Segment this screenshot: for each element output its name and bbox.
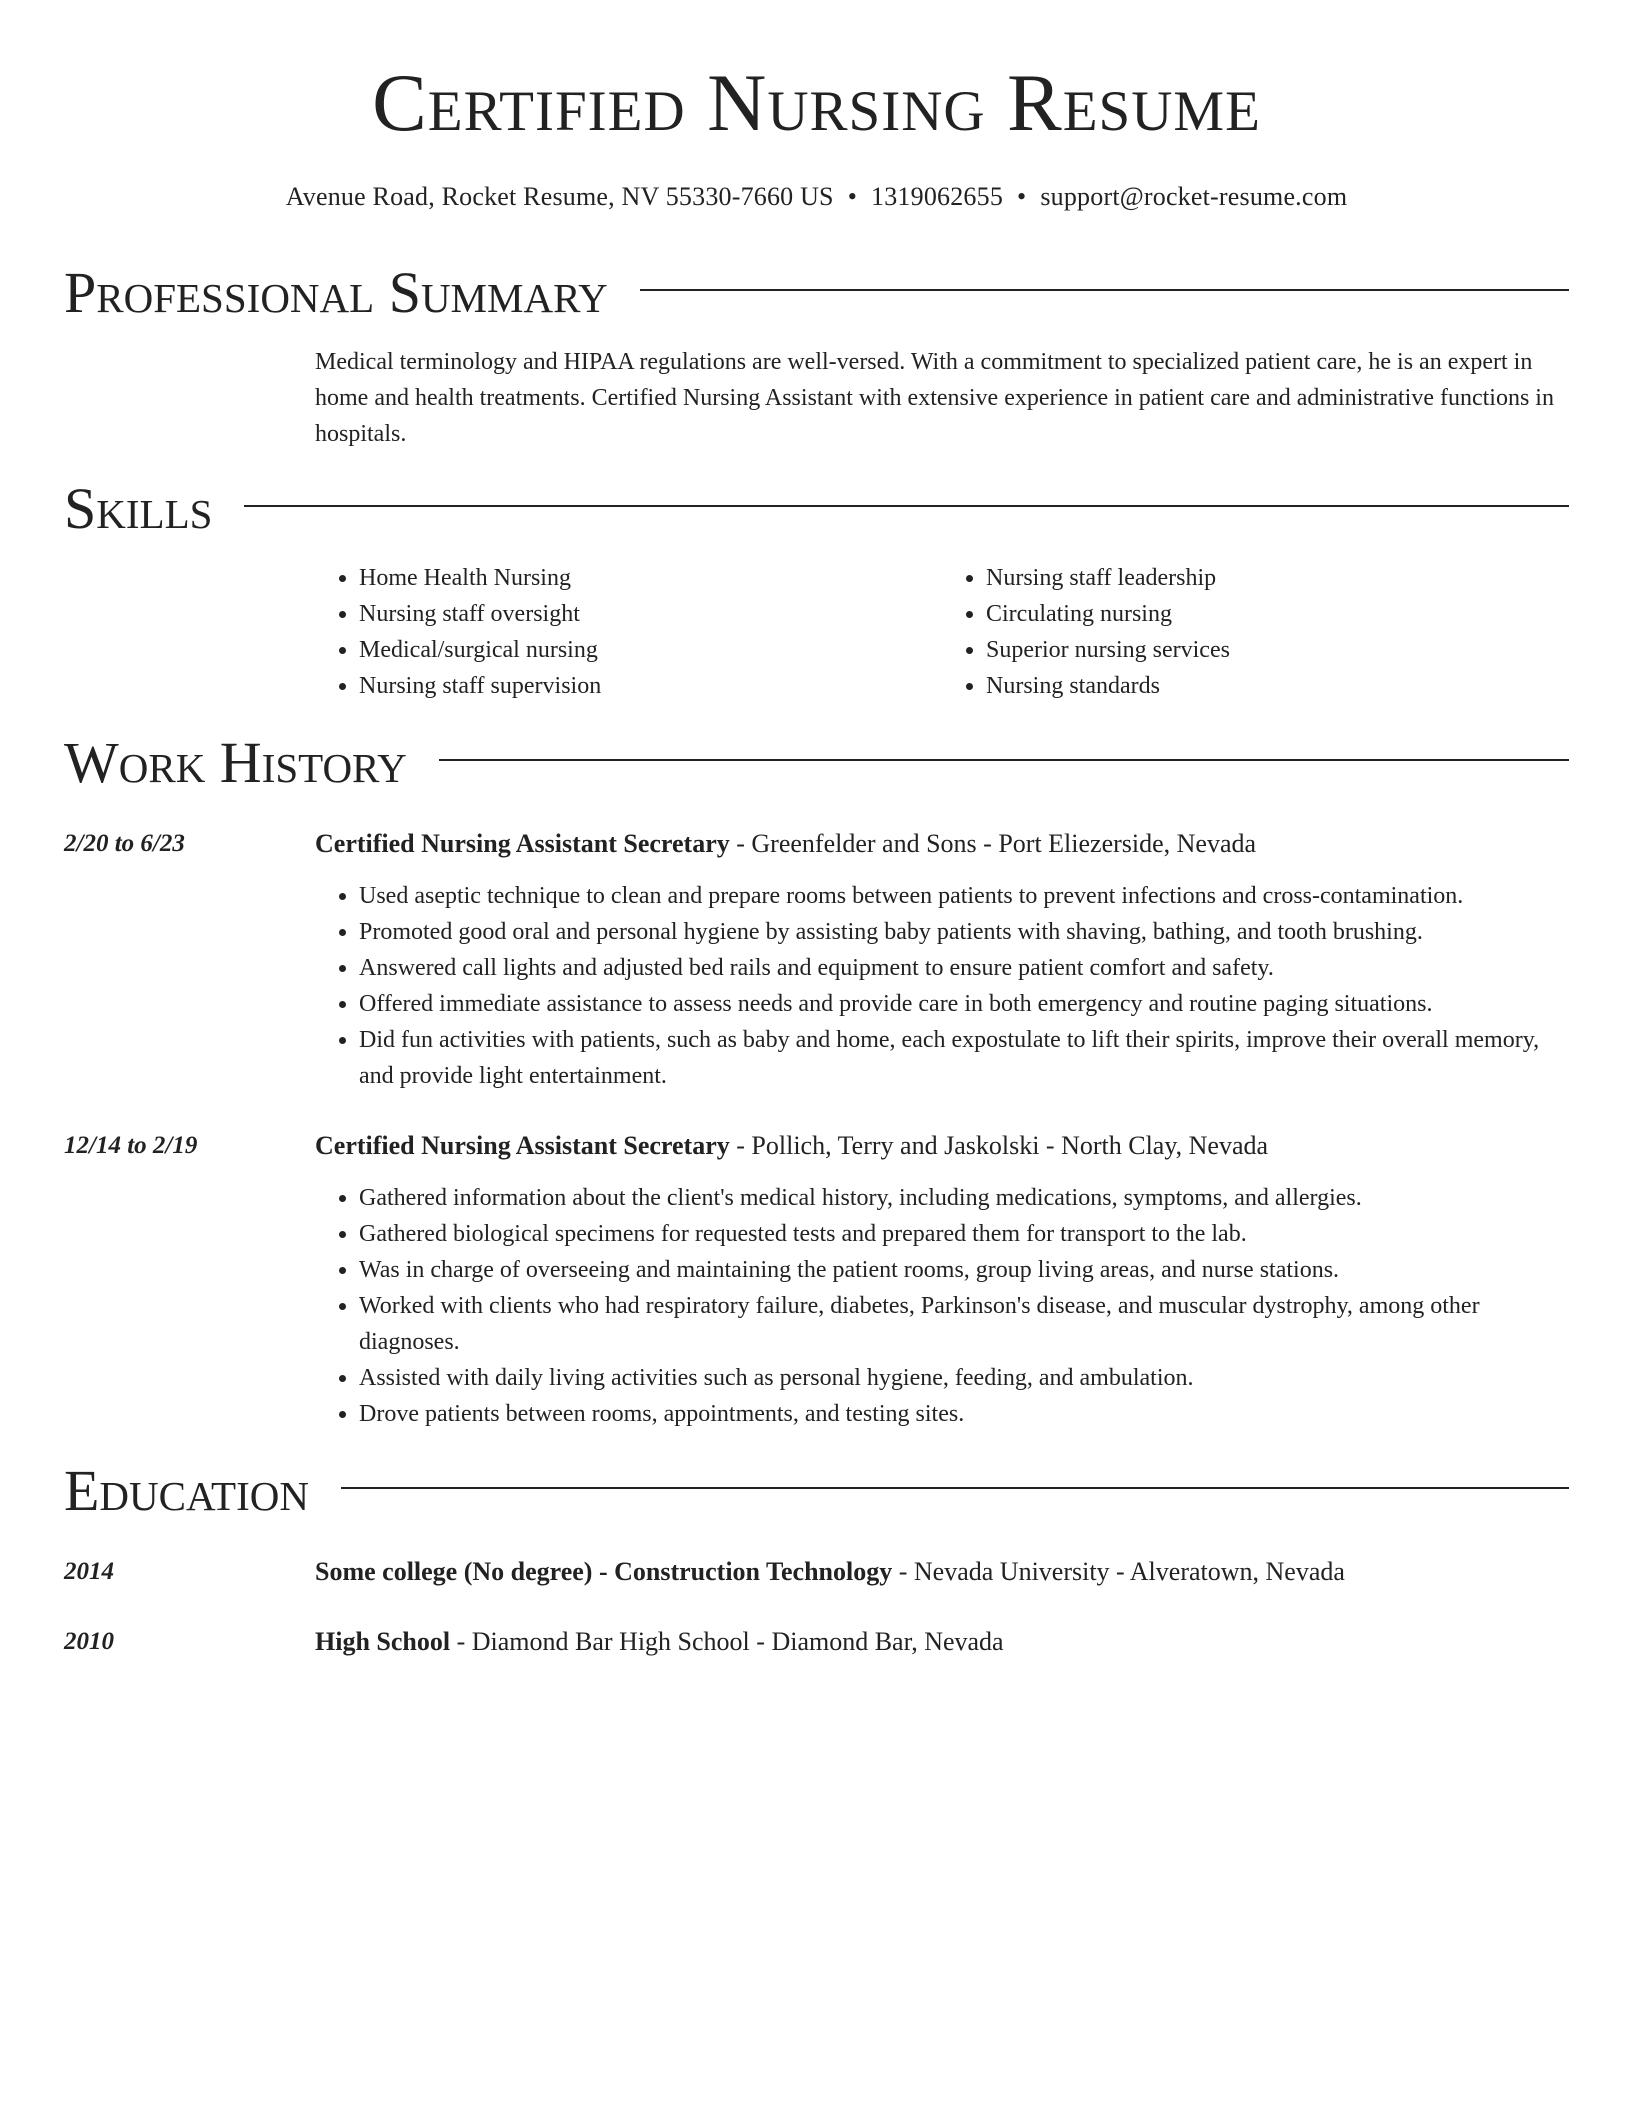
education-body xyxy=(315,1624,1569,1660)
job-bullets xyxy=(315,1180,1569,1432)
skill-item: • Nursing staff leadership xyxy=(986,560,1569,596)
section-divider xyxy=(244,505,1569,507)
job-entry xyxy=(64,826,1569,1094)
summary-section-header xyxy=(64,260,1569,326)
job-bullet: • Assisted with daily living activities such as personal hygiene, feeding, and ambulation. xyxy=(359,1360,1569,1396)
education-heading: Education xyxy=(64,1458,309,1523)
contact-separator: • xyxy=(847,182,858,211)
work-section-header xyxy=(64,730,1569,796)
education-body xyxy=(315,1554,1569,1590)
job-dates: 12/14 to 2/19 xyxy=(64,1132,198,1159)
job-bullet: • Gathered information about the client's medical history, including medications, symptoms, and allergies. xyxy=(359,1180,1569,1216)
job-bullet: • Worked with clients who had respiratory failure, diabetes, Parkinson's disease, and muscular dystrophy, among other diagnoses. xyxy=(359,1288,1569,1360)
education-details: - Diamond Bar High School - Diamond Bar, Nevada xyxy=(450,1627,1004,1656)
education-year: 2014 xyxy=(64,1558,114,1585)
job-body xyxy=(315,826,1569,1094)
contact-separator: • xyxy=(1017,182,1027,211)
summary-text: Medical terminology and HIPAA regulations are well-versed. With a commitment to specialized patient care, he is an expert in home and health treatments. Certified Nursing Assistant with extensive experience in patient care and administrative functions in hospitals. xyxy=(315,349,1554,447)
resume-page xyxy=(64,0,1569,1660)
skill-item: • Home Health Nursing xyxy=(359,560,942,596)
job-bullet: • Gathered biological specimens for requested tests and prepared them for transport to the lab. xyxy=(359,1216,1569,1252)
section-divider xyxy=(439,759,1569,761)
job-body xyxy=(315,1128,1569,1432)
job-bullet: • Did fun activities with patients, such as baby and home, each expostulate to lift their spirits, improve their overall memory, and provide light entertainment. xyxy=(359,1022,1569,1094)
job-bullet: • Promoted good oral and personal hygiene by assisting baby patients with shaving, bathing, and tooth brushing. xyxy=(359,914,1569,950)
education-entry xyxy=(64,1554,1569,1590)
job-bullet: • Offered immediate assistance to assess needs and provide care in both emergency and routine paging situations. xyxy=(359,986,1569,1022)
education-headline xyxy=(315,1624,1569,1660)
skills-section-header xyxy=(64,476,1569,542)
skill-item: • Circulating nursing xyxy=(986,596,1569,632)
contact-address: Avenue Road, Rocket Resume, NV 55330-7660 US xyxy=(285,182,834,211)
education-entry xyxy=(64,1624,1569,1660)
skill-item: • Medical/surgical nursing xyxy=(359,632,942,668)
contact-phone: 1319062655 xyxy=(871,182,1004,211)
job-title: Certified Nursing Assistant Secretary xyxy=(315,1131,730,1160)
job-details: - Pollich, Terry and Jaskolski - North Clay, Nevada xyxy=(729,1131,1269,1160)
education-year: 2010 xyxy=(64,1628,114,1655)
job-entry xyxy=(64,1128,1569,1432)
job-bullet: • Used aseptic technique to clean and prepare rooms between patients to prevent infections and cross-contamination. xyxy=(359,878,1569,914)
education-details: - Nevada University - Alveratown, Nevada xyxy=(892,1557,1345,1586)
job-dates: 2/20 to 6/23 xyxy=(64,830,185,857)
contact-email: support@rocket-resume.com xyxy=(1040,182,1348,211)
job-details: - Greenfelder and Sons - Port Eliezerside, Nevada xyxy=(729,829,1257,858)
education-degree: High School xyxy=(315,1627,451,1656)
summary-heading: Professional Summary xyxy=(64,260,608,325)
job-bullet: • Drove patients between rooms, appointments, and testing sites. xyxy=(359,1396,1569,1432)
skills-column-left xyxy=(315,560,942,704)
skill-item: • Nursing staff oversight xyxy=(359,596,942,632)
contact-line xyxy=(64,182,1569,212)
skill-item: • Nursing staff supervision xyxy=(359,668,942,704)
job-bullet: • Answered call lights and adjusted bed rails and equipment to ensure patient comfort and safety. xyxy=(359,950,1569,986)
job-bullet: • Was in charge of overseeing and maintaining the patient rooms, group living areas, and nurse stations. xyxy=(359,1252,1569,1288)
work-heading: Work History xyxy=(64,730,407,795)
job-headline xyxy=(315,826,1569,862)
skills-heading: Skills xyxy=(64,476,213,541)
job-title: Certified Nursing Assistant Secretary xyxy=(315,829,730,858)
skills-column-right xyxy=(942,560,1569,704)
education-headline xyxy=(315,1554,1569,1590)
section-divider xyxy=(640,289,1569,291)
skill-item: • Superior nursing services xyxy=(986,632,1569,668)
education-section-header xyxy=(64,1458,1569,1524)
skill-item: • Nursing standards xyxy=(986,668,1569,704)
job-bullets xyxy=(315,878,1569,1094)
education-degree: Some college (No degree) - Construction Technology xyxy=(315,1557,893,1586)
section-divider xyxy=(341,1487,1569,1489)
job-headline xyxy=(315,1128,1569,1164)
resume-title: Certified Nursing Resume xyxy=(372,57,1261,148)
skills-grid xyxy=(315,560,1569,704)
